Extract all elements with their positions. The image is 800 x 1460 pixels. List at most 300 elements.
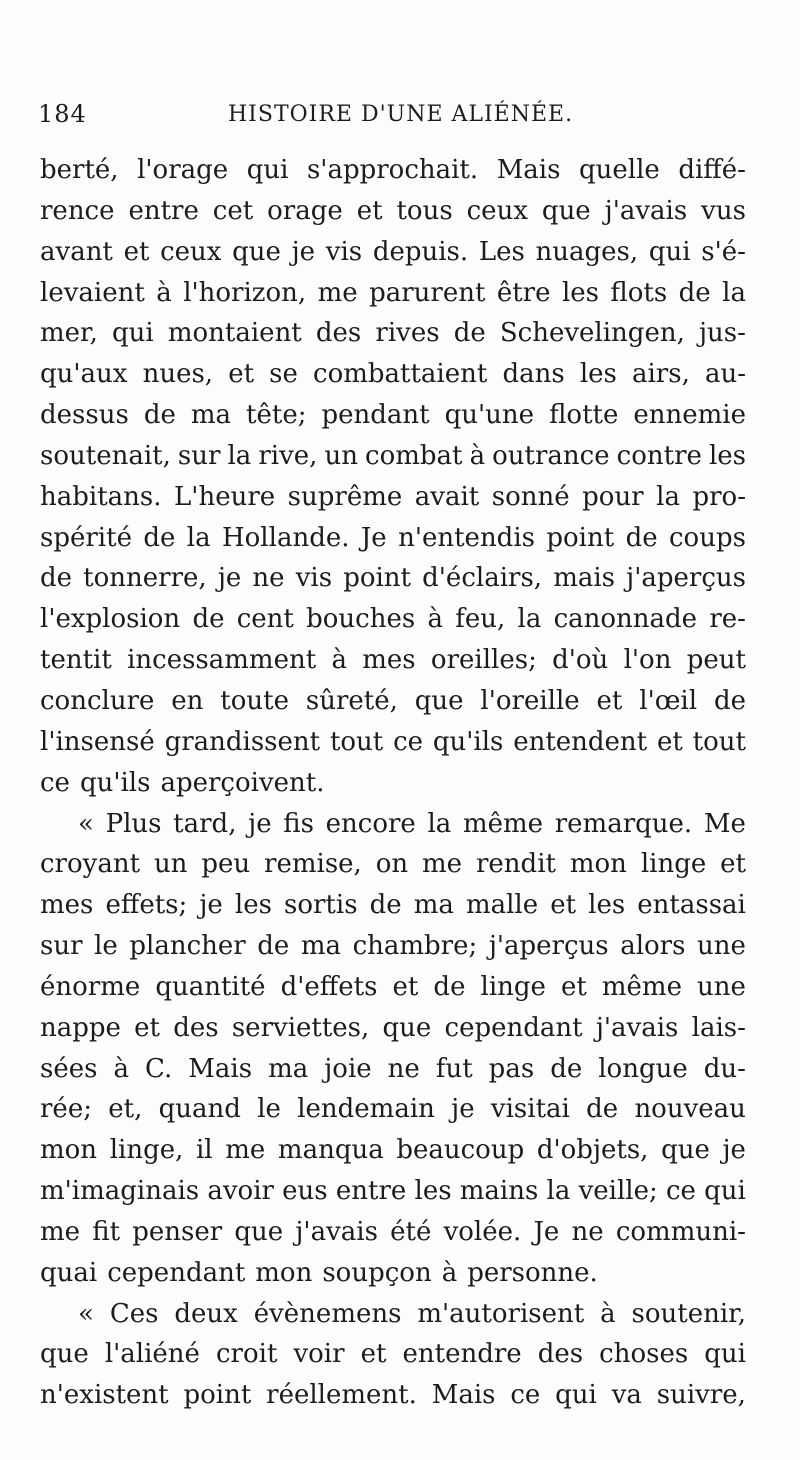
word: quantité	[155, 971, 266, 1002]
word: je	[217, 563, 242, 594]
word: Les	[478, 236, 525, 267]
word: que	[232, 236, 281, 267]
word: réellement.	[266, 1380, 417, 1411]
word: tentit	[40, 645, 112, 676]
word: quand	[158, 1094, 241, 1125]
word: entassai	[637, 890, 746, 921]
word: ennemie	[633, 400, 746, 431]
word: de	[369, 890, 402, 921]
word: tonnerre,	[83, 563, 207, 594]
word: dessus	[40, 400, 129, 431]
word: et	[360, 1339, 387, 1370]
word: ce	[510, 1380, 541, 1411]
word: à	[469, 440, 486, 471]
word: une	[697, 931, 746, 962]
word: sonné	[491, 481, 570, 512]
word: visitai	[490, 1094, 570, 1125]
word: Je	[533, 1216, 560, 1247]
word: l'œil	[639, 685, 698, 716]
word: que	[661, 1135, 710, 1166]
word: berté,	[40, 155, 119, 185]
word: nouveau	[634, 1094, 746, 1125]
word: les	[561, 277, 599, 308]
word: canonnade	[553, 604, 698, 635]
word: de	[586, 1094, 619, 1125]
word: mains	[459, 1176, 539, 1207]
word: n'entendis	[398, 522, 535, 553]
word: spérité	[40, 522, 132, 553]
text-line	[40, 681, 746, 722]
word: quelle	[579, 155, 660, 185]
word: montaient	[167, 318, 302, 349]
word: tout	[692, 726, 746, 757]
word: serviettes,	[231, 1012, 370, 1043]
text-line	[40, 395, 746, 436]
text-line	[40, 1375, 746, 1416]
word: qu'ils	[432, 726, 504, 757]
word: Mais	[496, 155, 561, 185]
word: malle	[465, 890, 539, 921]
word: les	[708, 440, 746, 471]
word: beaucoup	[396, 1135, 525, 1166]
word: des	[537, 1339, 584, 1370]
word: combattaient	[313, 359, 488, 390]
word: sûreté,	[305, 685, 398, 716]
word: les	[414, 1176, 452, 1207]
word: entendent	[513, 726, 648, 757]
word: la	[517, 604, 542, 635]
text-line	[40, 1130, 746, 1171]
word: j'avais	[295, 1216, 378, 1247]
word: soutenait,	[40, 440, 171, 471]
word: l'horizon,	[183, 277, 307, 308]
word: l'on	[623, 645, 672, 676]
word: en	[171, 685, 204, 716]
word: vus	[701, 195, 746, 226]
word: ma	[413, 890, 454, 921]
word: suprême	[287, 481, 403, 512]
word: même	[601, 971, 682, 1002]
word: joie	[324, 1053, 372, 1084]
word: quai	[40, 1257, 98, 1288]
word: remise,	[264, 849, 362, 880]
text-line	[40, 1334, 746, 1375]
word: qui	[112, 318, 154, 349]
word: ce	[40, 767, 70, 798]
word: Mais	[431, 1380, 496, 1411]
word: à	[441, 1257, 458, 1288]
word: de	[40, 563, 73, 594]
word: la	[227, 440, 252, 471]
word: à	[331, 645, 347, 676]
word: et	[356, 195, 383, 226]
word: avait	[414, 481, 480, 512]
word: qui	[555, 1380, 597, 1411]
word: d'objets,	[536, 1135, 649, 1166]
word: qui	[704, 1176, 746, 1207]
word: de	[550, 1053, 583, 1084]
word: rendit	[475, 849, 556, 880]
word: Ces	[109, 1298, 159, 1329]
word: qu'ils	[79, 767, 151, 798]
word: fut	[435, 1053, 473, 1084]
word: pro-	[692, 481, 746, 512]
word: cent	[236, 604, 294, 635]
word: me	[422, 849, 463, 880]
word: habitans.	[40, 481, 162, 512]
text-line	[40, 232, 746, 273]
word: nappe	[40, 1012, 121, 1043]
word: à	[427, 604, 443, 635]
word: j'avais	[604, 195, 688, 226]
word: sortis	[284, 890, 358, 921]
word: l'aliéné	[104, 1339, 200, 1370]
word: linge	[480, 971, 546, 1002]
word: de	[257, 931, 290, 962]
word: ceux	[160, 236, 222, 267]
word: plancher	[129, 931, 246, 962]
word: été	[390, 1216, 432, 1247]
word: tête;	[246, 400, 307, 431]
text-line	[40, 926, 746, 967]
word: s'é-	[701, 236, 746, 267]
word: j'avais	[595, 1012, 679, 1043]
word: pendant	[321, 400, 430, 431]
word: qui	[648, 236, 691, 267]
word: et	[228, 359, 255, 390]
word: point	[546, 522, 615, 553]
word: Me	[703, 808, 746, 839]
word: à	[156, 277, 172, 308]
word: outrance	[492, 440, 610, 471]
text-line	[40, 1049, 746, 1090]
word: à	[600, 1298, 616, 1329]
word: suivre,	[656, 1380, 746, 1411]
word: et,	[108, 1094, 143, 1125]
word: dans	[502, 359, 565, 390]
word: et	[656, 726, 683, 757]
word: airs,	[631, 359, 690, 390]
word: peut	[686, 645, 746, 676]
text-line	[40, 844, 746, 885]
text-line	[40, 354, 746, 395]
text-line	[40, 1008, 746, 1049]
word: entre	[335, 1176, 407, 1207]
word: personne.	[467, 1257, 598, 1288]
word: rée;	[40, 1094, 92, 1125]
text-line	[40, 804, 746, 845]
text-line	[40, 1089, 746, 1130]
text-line	[40, 518, 746, 559]
word: je	[248, 808, 272, 839]
word: effets;	[105, 890, 188, 921]
word: de	[433, 971, 466, 1002]
word: aperçoivent.	[160, 767, 325, 798]
word: depuis.	[372, 236, 469, 267]
word: je	[291, 236, 316, 267]
word: sur	[177, 440, 221, 471]
word: je	[451, 1094, 475, 1125]
word: être	[496, 277, 551, 308]
text-line	[40, 763, 746, 804]
word: qui	[246, 155, 289, 185]
word: de	[453, 318, 486, 349]
word: vis	[295, 563, 333, 594]
word: n'existent	[40, 1380, 169, 1411]
word: la	[656, 481, 680, 512]
word: ceux	[466, 195, 528, 226]
word: la	[722, 277, 746, 308]
text-line	[40, 477, 746, 518]
word: manqua	[277, 1135, 384, 1166]
word: et	[134, 1012, 160, 1043]
word: diffé-	[678, 155, 746, 185]
text-line	[40, 191, 746, 232]
word: sur	[40, 931, 83, 962]
text-line	[40, 1171, 746, 1212]
word: entendre	[402, 1339, 522, 1370]
word: pour	[582, 481, 644, 512]
word: voir	[293, 1339, 345, 1370]
word: j'aperçus	[488, 931, 609, 962]
word: chambre;	[352, 931, 478, 962]
word: toute	[220, 685, 289, 716]
word: avoir	[207, 1176, 274, 1207]
word: je	[199, 890, 223, 921]
word: parurent	[369, 277, 486, 308]
word: mon	[569, 849, 627, 880]
page-header	[38, 100, 748, 140]
word: que	[382, 1012, 432, 1043]
word: longue	[598, 1053, 688, 1084]
word: le	[94, 931, 118, 962]
word: pas	[488, 1053, 535, 1084]
word: Plus	[105, 808, 162, 839]
word: on	[375, 849, 409, 880]
text-line	[40, 722, 746, 763]
word: communi-	[615, 1216, 746, 1247]
word: L'heure	[174, 481, 276, 512]
word: de	[713, 685, 746, 716]
word: oreilles;	[430, 645, 537, 676]
word: nues,	[142, 359, 214, 390]
word: m'autorisent	[417, 1298, 585, 1329]
text-line	[40, 150, 746, 191]
word: «	[78, 808, 94, 839]
page-number: 184	[38, 100, 87, 128]
word: feu,	[455, 604, 506, 635]
word: eus	[282, 1176, 328, 1207]
word: penser	[132, 1216, 223, 1247]
word: mes	[40, 890, 94, 921]
word: me	[40, 1216, 81, 1247]
word: de	[143, 522, 176, 553]
word: Je	[360, 522, 387, 553]
text-line	[40, 885, 746, 926]
word: des	[315, 318, 362, 349]
word: de	[625, 522, 658, 553]
word: des	[173, 1012, 219, 1043]
word: contre	[616, 440, 702, 471]
word: l'explosion	[40, 604, 181, 635]
word: me	[225, 1135, 266, 1166]
word: nuages,	[535, 236, 639, 267]
word: fis	[283, 808, 314, 839]
body-text	[40, 150, 746, 1416]
word: ce	[665, 1176, 696, 1207]
word: un	[153, 849, 188, 880]
word: bouches	[306, 604, 416, 635]
word: remarque.	[554, 808, 693, 839]
word: énorme	[40, 971, 141, 1002]
word: tout	[329, 726, 384, 757]
word: et	[720, 849, 746, 880]
word: C.	[145, 1053, 173, 1084]
word: linge	[640, 849, 707, 880]
word: qu'une	[444, 400, 535, 431]
word: ma	[190, 400, 232, 431]
word: volée.	[443, 1216, 522, 1247]
word: que	[234, 1216, 284, 1247]
word: sées	[40, 1053, 98, 1084]
word: l'oreille	[480, 685, 580, 716]
word: je	[722, 1135, 746, 1166]
word: même	[462, 808, 544, 839]
word: les	[234, 890, 272, 921]
word: et	[392, 971, 419, 1002]
word: combat	[365, 440, 463, 471]
word: cependant	[107, 1257, 246, 1288]
word: une	[697, 971, 746, 1002]
word: incessamment	[127, 645, 317, 676]
word: les	[588, 890, 626, 921]
word: j'aperçus	[626, 563, 746, 594]
word: un	[324, 440, 358, 471]
word: Hollande.	[221, 522, 350, 553]
word: que	[40, 1339, 89, 1370]
word: Mais	[188, 1053, 253, 1084]
word: levaient	[40, 277, 145, 308]
word: ma	[300, 931, 341, 962]
word: la	[546, 1176, 571, 1207]
word: ce	[393, 726, 424, 757]
text-line	[40, 1294, 746, 1335]
word: fit	[92, 1216, 121, 1247]
word: vis	[325, 236, 363, 267]
word: point	[343, 563, 411, 594]
word: du-	[703, 1053, 746, 1084]
word: de	[192, 604, 225, 635]
word: la	[427, 808, 452, 839]
word: tard,	[173, 808, 237, 839]
word: mer,	[40, 318, 98, 349]
word: d'effets	[280, 971, 378, 1002]
word: se	[269, 359, 298, 390]
word: lendemain	[297, 1094, 435, 1125]
word: point	[183, 1380, 252, 1411]
word: re-	[709, 604, 746, 635]
word: que	[414, 685, 464, 716]
word: et	[560, 971, 587, 1002]
text-line	[40, 313, 746, 354]
word: veille;	[578, 1176, 658, 1207]
word: rence	[40, 195, 115, 226]
word: l'insensé	[40, 726, 155, 757]
text-line	[40, 1212, 746, 1253]
word: entre	[128, 195, 199, 226]
text-line	[40, 558, 746, 599]
word: rives	[375, 318, 440, 349]
word: évènemens	[253, 1298, 402, 1329]
word: orage	[267, 195, 343, 226]
word: qu'aux	[40, 359, 128, 390]
word: que	[541, 195, 591, 226]
word: lais-	[691, 1012, 746, 1043]
word: mais	[553, 563, 616, 594]
word: l'orage	[137, 155, 229, 185]
word: mon	[255, 1257, 313, 1288]
word: cet	[212, 195, 254, 226]
word: mes	[362, 645, 416, 676]
word: m'imaginais	[40, 1176, 200, 1207]
word: il	[195, 1135, 213, 1166]
text-line	[40, 599, 746, 640]
word: s'approchait.	[306, 155, 479, 185]
word: choses	[599, 1339, 689, 1370]
word: ma	[268, 1053, 309, 1084]
word: croyant	[40, 849, 141, 880]
word: ne	[571, 1216, 604, 1247]
word: conclure	[40, 685, 155, 716]
word: la	[186, 522, 211, 553]
word: de	[143, 400, 176, 431]
word: soupçon	[322, 1257, 432, 1288]
text-line	[40, 967, 746, 1008]
word: et	[596, 685, 623, 716]
word: ne	[252, 563, 285, 594]
word: les	[579, 359, 617, 390]
word: Schevelingen,	[499, 318, 685, 349]
word: ne	[387, 1053, 420, 1084]
word: croit	[216, 1339, 278, 1370]
word: rive,	[258, 440, 318, 471]
word: et	[123, 236, 150, 267]
text-line	[40, 436, 746, 477]
word: va	[611, 1380, 642, 1411]
word: le	[257, 1094, 281, 1125]
word: deux	[174, 1298, 238, 1329]
word: me	[317, 277, 358, 308]
word: et	[550, 890, 577, 921]
running-title: HISTOIRE D'UNE ALIÉNÉE.	[228, 102, 574, 127]
word: grandissent	[164, 726, 321, 757]
word: de	[678, 277, 711, 308]
text-line	[40, 640, 746, 681]
word: au-	[704, 359, 746, 390]
word: linge,	[109, 1135, 184, 1166]
word: à	[113, 1053, 129, 1084]
text-line	[40, 1253, 746, 1294]
word: alors	[620, 931, 686, 962]
word: flotte	[549, 400, 619, 431]
word: avant	[40, 236, 113, 267]
word: peu	[201, 849, 251, 880]
word: flots	[610, 277, 668, 308]
word: soutenir,	[631, 1298, 746, 1329]
word: d'éclairs,	[422, 563, 543, 594]
word: qui	[704, 1339, 746, 1370]
word: coups	[669, 522, 746, 553]
